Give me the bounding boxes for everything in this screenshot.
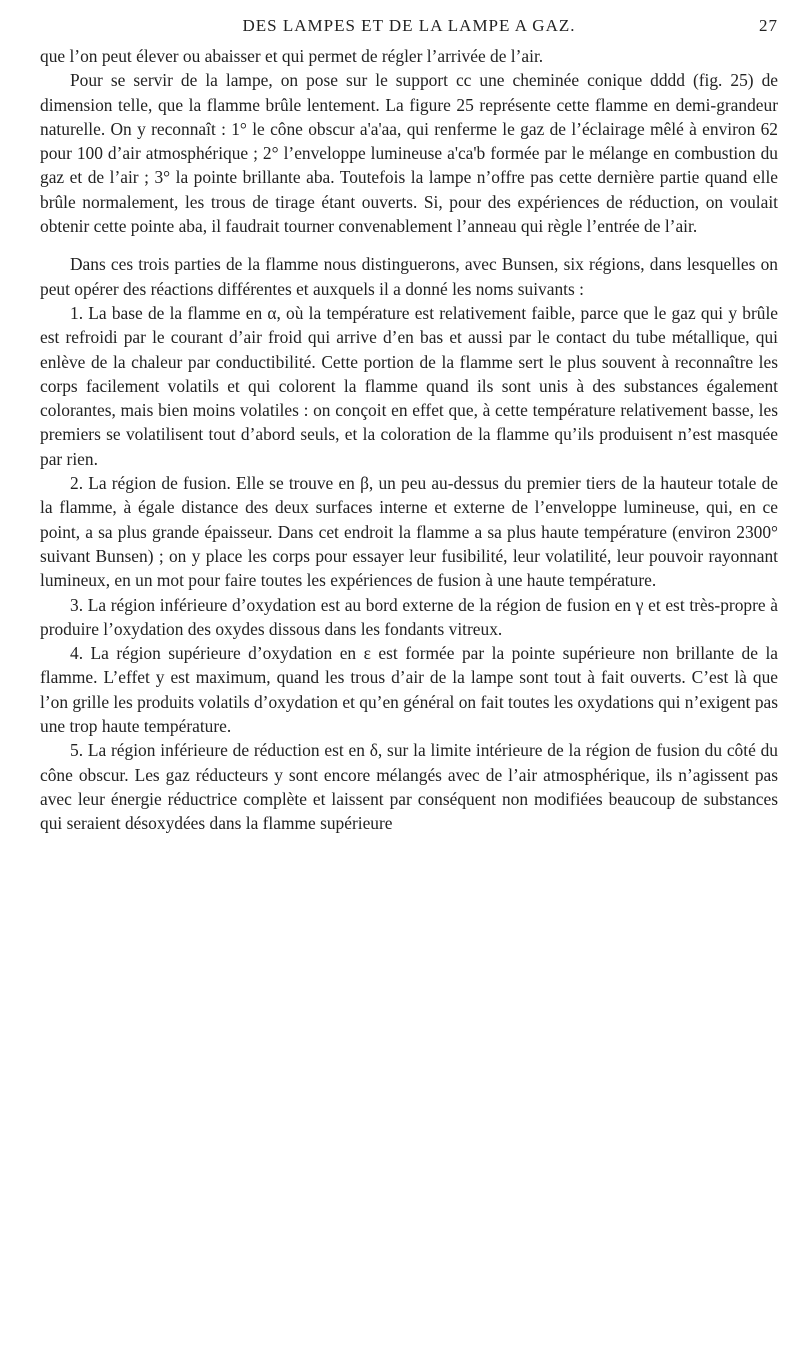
paragraph-lamp-usage: Pour se servir de la lampe, on pose sur le support cc une cheminée conique dddd (fig. 25) de dimension telle, que la flamme brûle lentement. La figure 25 représente cette flamme en demi-grandeur naturelle. On y reconnaît : 1° le cône obscur a'a'aa, qui renferme le gaz de l’éclairage mêlé à environ 62 pour 100 d’air atmosphérique ; 2° l’enveloppe lumineuse a'ca'b formée par le mélange en combustion du gaz et de l’air ; 3° la pointe brillante aba. Toutefois la lampe n’offre pas cette dernière partie quand elle brûle normalement, les trous de tirage étant ouverts. Si, pour des expériences de réduction, on voulait obtenir cette pointe aba, il faudrait tourner convenablement l’anneau qui règle l’entrée de l’air. <box>40 70 778 237</box>
page-number: 27 <box>759 16 778 35</box>
paragraph-region-lower-oxidation: 3. La région inférieure d’oxydation est au bord externe de la région de fusion en γ et est très-propre à produire l’oxydation des oxydes dissous dans les fondants vitreux. <box>40 594 778 639</box>
body-text <box>40 44 778 836</box>
paragraph-six-regions-intro: Dans ces trois parties de la flamme nous distinguerons, avec Bunsen, six régions, dans lesquelles on peut opérer des réactions différentes et auxquels il a donné les noms suivants : <box>40 254 778 299</box>
paragraph-continuation: que l’on peut élever ou abaisser et qui permet de régler l’arrivée de l’air. <box>40 46 544 66</box>
running-header <box>40 10 778 44</box>
paragraph-region-lower-reduction: 5. La région inférieure de réduction est en δ, sur la limite intérieure de la région de fusion du côté du cône obscur. Les gaz réducteurs y sont encore mélangés avec de l’air atmosphérique, ils n’agissent pas avec leur énergie réductrice complète et laissent par conséquent non modifiées beaucoup de substances qui seraient désoxydées dans la flamme supérieure <box>40 740 778 834</box>
paragraph-region-upper-oxidation: 4. La région supérieure d’oxydation en ε est formée par la pointe supérieure non brillante de la flamme. L’effet y est maximum, quand les trous d’air de la lampe sont tout à fait ouverts. C’est là que l’on grille les produits volatils d’oxydation et qu’en général on fait toutes les oxydations qui n’exigent pas une trop haute température. <box>40 643 778 737</box>
paragraph-region-base: 1. La base de la flamme en α, où la température est relativement faible, parce que le gaz qui y brûle est refroidi par le courant d’air froid qui arrive d’en bas et aussi par le contact du tube métallique, qui enlève de la chaleur par conductibilité. Cette portion de la flamme sert le plus souvent à reconnaître les corps facilement volatils et qui colorent la flamme quand ils sont unis à des substances également colorantes, mais bien moins volatiles : on conçoit en effet que, à cette température relativement basse, les premiers se volatilisent tout d’abord seuls, et la coloration de la flamme qu’ils produisent n’est masquée par rien. <box>40 302 778 469</box>
book-page <box>40 10 778 1340</box>
paragraph-region-fusion: 2. La région de fusion. Elle se trouve en β, un peu au-dessus du premier tiers de la hauteur totale de la flamme, à égale distance des deux surfaces interne et externe de l’enveloppe lumineuse, qui, en ce point, a sa plus grande épaisseur. Dans cet endroit la flamme a sa plus haute température (environ 2300° suivant Bunsen) ; on y place les corps pour essayer leur fusibilité, leur volatilité, leur pouvoir rayonnant lumineux, en un mot pour faire toutes les expériences de fusion à une haute température. <box>40 473 778 591</box>
running-title: DES LAMPES ET DE LA LAMPE A GAZ. <box>242 16 576 35</box>
